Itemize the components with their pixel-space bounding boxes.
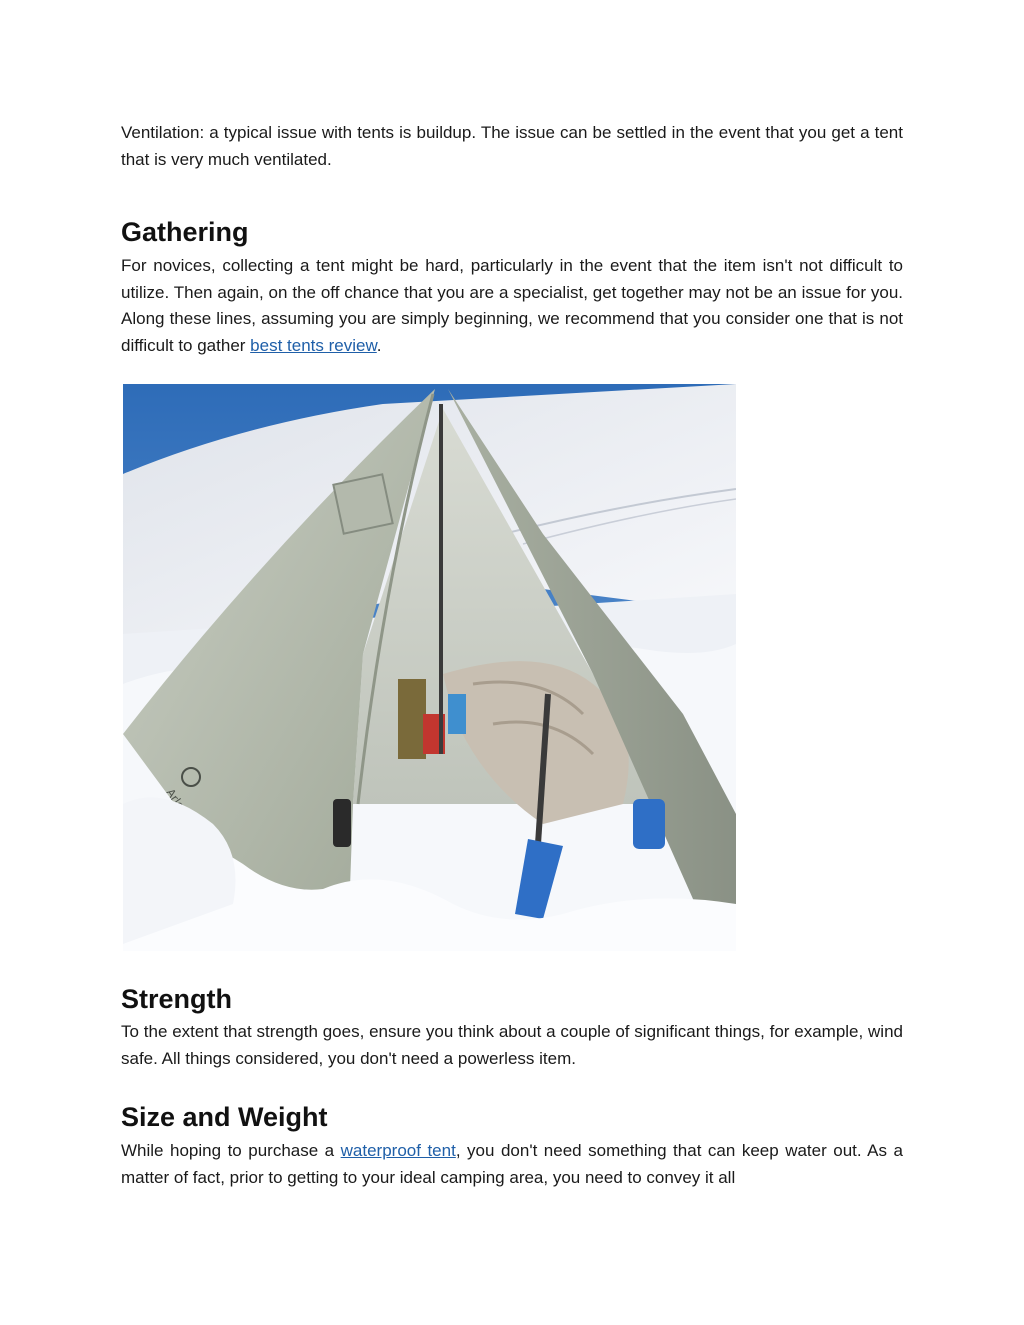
gathering-paragraph (121, 253, 903, 359)
stove-gear (398, 679, 426, 759)
size-text-end: , you don't need something that can keep water out. As a matter of fact, prior to getting to your ideal camping area, you need to convey it all (121, 1141, 903, 1187)
tent-in-snow-photo (123, 384, 736, 951)
gathering-heading: Gathering (121, 217, 249, 247)
strength-paragraph: To the extent that strength goes, ensure you think about a couple of significant things, for example, wind safe. All things considered, you don't need a powerless item. (121, 1022, 903, 1068)
size-text: While hoping to purchase a (121, 1141, 341, 1160)
gathering-text-end: . (376, 335, 382, 355)
size-weight-heading: Size and Weight (121, 1102, 328, 1132)
size-weight-paragraph (121, 1138, 903, 1191)
best-tents-review-link[interactable]: best tents review (250, 335, 377, 355)
gear-bag (448, 694, 466, 734)
water-bottle (333, 799, 351, 847)
waterproof-tent-link[interactable]: waterproof tent (340, 1141, 456, 1160)
strength-heading: Strength (121, 984, 232, 1014)
blue-stuff-sack (633, 799, 665, 849)
ventilation-paragraph: Ventilation: a typical issue with tents is buildup. The issue can be settled in the event that you get a tent that is very much ventilated. (121, 123, 903, 169)
gathering-text: For novices, collecting a tent might be hard, particularly in the event that the item isn't not difficult to utilize. Then again, on the off chance that you are a specialist, get together may not be an issue for you. Along these lines, assuming you are simply beginning, we recommend that you consider one that is not difficult to gather (121, 256, 903, 355)
tent-vent-pocket (333, 474, 392, 533)
